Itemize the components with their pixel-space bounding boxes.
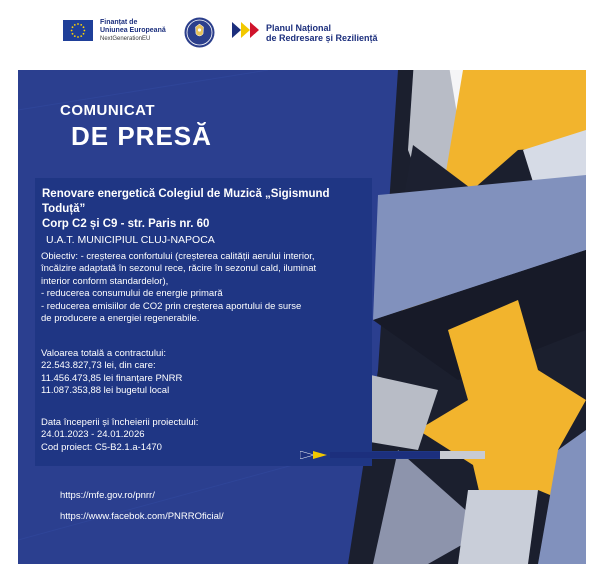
decorative-progress-bar [300, 446, 485, 454]
value-line: 11.087.353,88 lei bugetul local [41, 385, 170, 397]
objective-line: de producere a energiei regenerabile. [41, 313, 200, 325]
title-line-2: DE PRESĂ [71, 121, 212, 151]
pnrr-line-2: de Redresare și Reziliență [266, 33, 378, 43]
uat-label: U.A.T. MUNICIPIUL CLUJ-NAPOCA [46, 234, 215, 246]
eu-funding-label [100, 19, 166, 43]
objective-text [41, 251, 371, 325]
eu-flag-icon [63, 20, 93, 41]
project-dates [41, 417, 198, 454]
project-title [42, 187, 372, 232]
contract-value [41, 348, 182, 398]
pnrr-line-1: Planul Național [266, 23, 332, 33]
objective-line: - reducerea consumului de energie primară [41, 288, 223, 300]
eu-line-3: NextGenerationEU [100, 36, 151, 42]
project-code: Cod proiect: C5-B2.1.a-1470 [41, 441, 162, 453]
romania-coat-of-arms-icon [184, 17, 215, 48]
facebook-link[interactable]: https://www.facebok.com/PNRROficial/ [60, 511, 224, 522]
eu-line-2: Uniunea Europeană [100, 27, 166, 34]
project-title-line-2: Corp C2 și C9 - str. Paris nr. 60 [42, 218, 210, 230]
title-line-1: COMUNICAT [60, 102, 156, 119]
eu-line-1: Finanțat de [100, 19, 138, 26]
pnrr-logo-icon [232, 20, 266, 40]
value-line: 11.456.473,85 lei finanțare PNRR [41, 372, 183, 384]
header [0, 0, 600, 70]
project-title-line-1: Renovare energetică Colegiul de Muzică „Sigismund Toduță” [42, 188, 330, 215]
value-line: 22.543.827,73 lei, din care: [41, 360, 156, 372]
objective-line: - reducerea emisiilor de CO2 prin creșterea aportului de surse [41, 300, 302, 312]
mfe-link[interactable]: https://mfe.gov.ro/pnrr/ [60, 490, 155, 501]
date-line: 24.01.2023 - 24.01.2026 [41, 429, 145, 441]
value-line: Valoarea totală a contractului: [41, 348, 166, 359]
pnrr-label [266, 23, 378, 43]
date-line: Data începerii și încheierii proiectului: [41, 417, 199, 428]
objective-line: încălzire adaptată în sezonul rece, răcire în sezonul cald, iluminat [41, 263, 317, 275]
objective-line: Obiectiv: - creșterea confortului (creșterea calității aerului interior, [41, 251, 315, 262]
objective-line: interior conform standardelor), [41, 275, 169, 287]
